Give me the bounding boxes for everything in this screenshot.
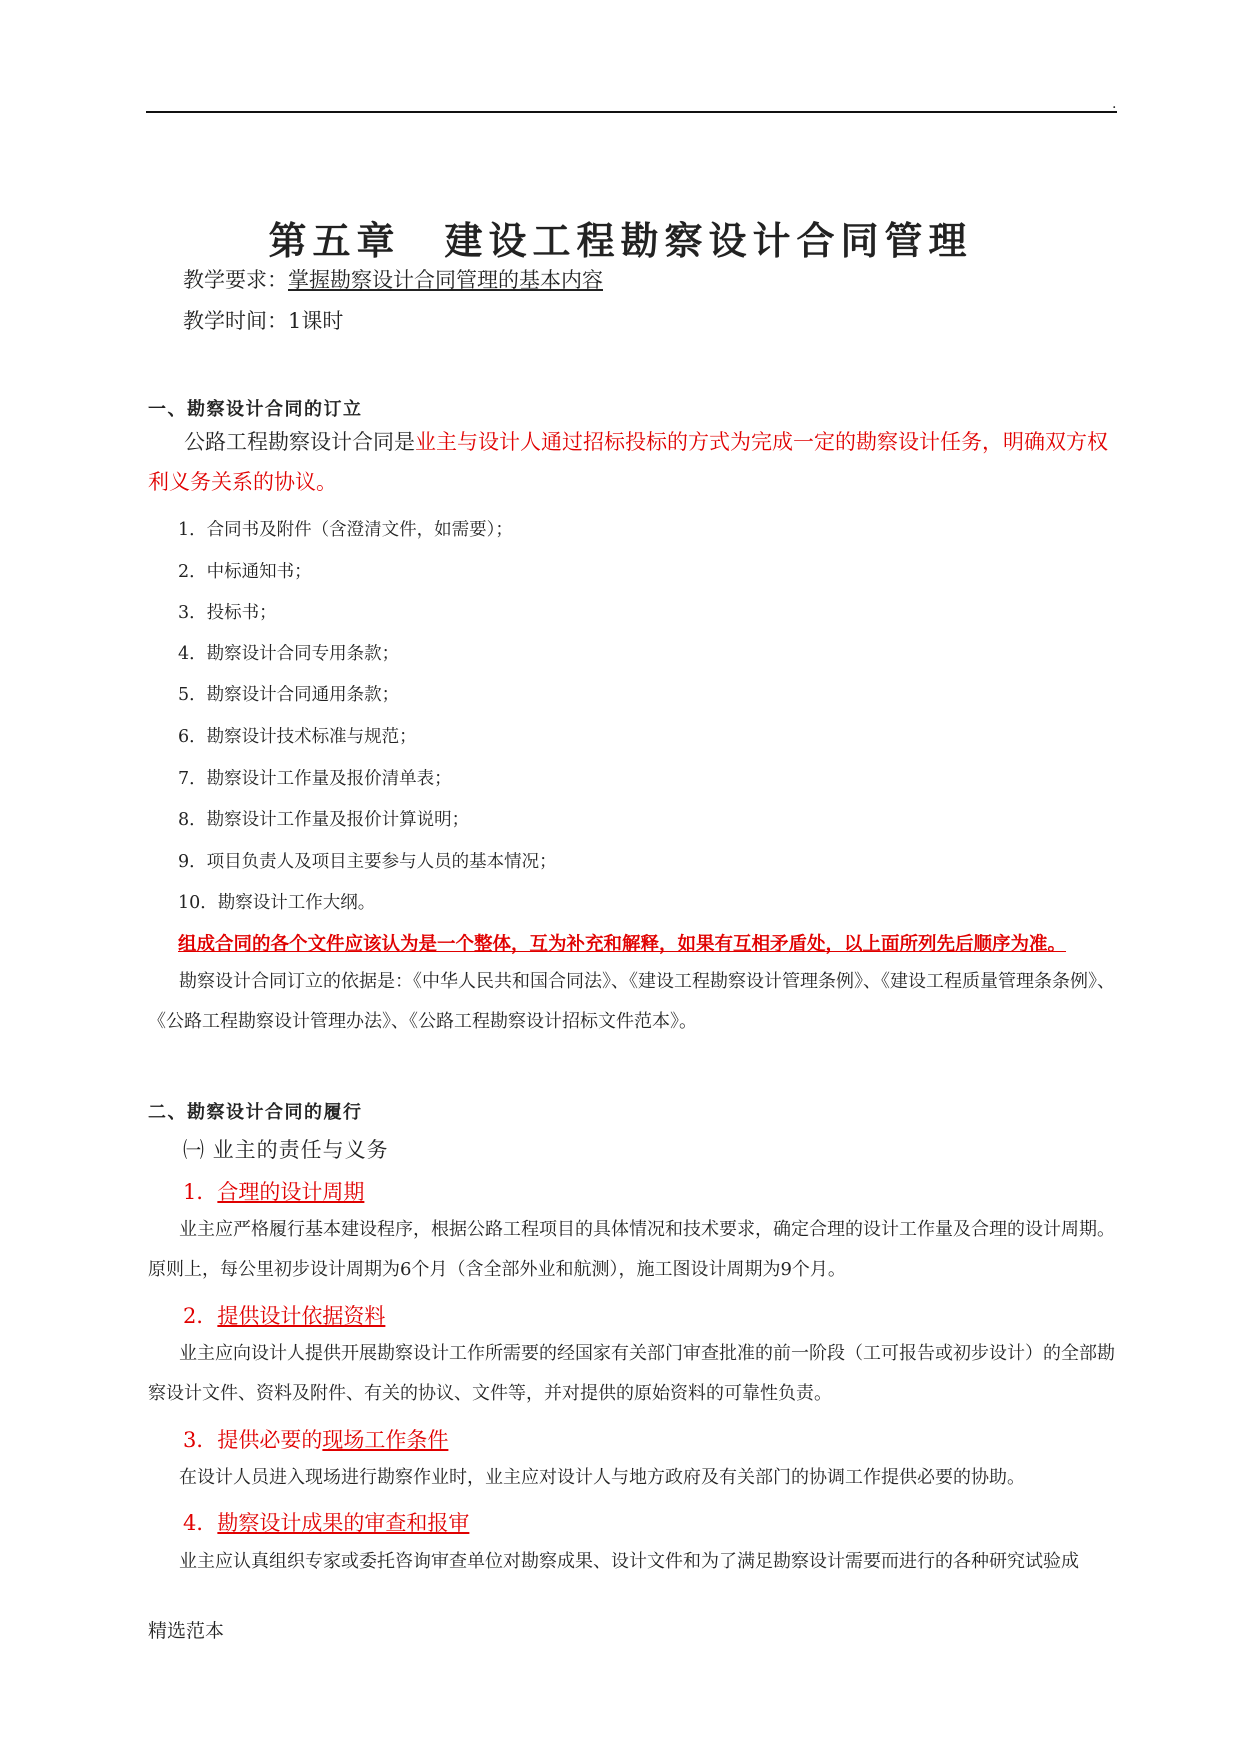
definition-lead: 公路工程勘察设计合同是	[184, 430, 415, 454]
duty-heading-3: 3．提供必要的现场工作条件	[183, 1428, 449, 1452]
teaching-time	[183, 305, 343, 335]
list-item: 6．勘察设计技术标准与规范；	[178, 727, 417, 747]
list-item: 4．勘察设计合同专用条款；	[178, 644, 400, 664]
list-item: 1．合同书及附件（含澄清文件，如需要）；	[178, 520, 513, 540]
teaching-requirement-value: 掌握勘察设计合同管理的基本内容	[288, 268, 603, 292]
duty-heading-1: 1．合理的设计周期	[183, 1180, 365, 1204]
header-dot: .	[1112, 96, 1117, 112]
list-item: 5．勘察设计合同通用条款；	[178, 685, 400, 705]
teaching-time-label: 教学时间：	[183, 309, 288, 333]
header-rule	[146, 111, 1117, 113]
contract-basis: 勘察设计合同订立的依据是：《中华人民共和国合同法》、《建设工程勘察设计管理条例》、《建设工程质量管理条条例》、《公路工程勘察设计管理办法》、《公路工程勘察设计招标文件范本》。	[148, 971, 1115, 1032]
chapter-name: 建设工程勘察设计合同管理	[444, 218, 973, 263]
teaching-time-value: 1课时	[288, 309, 344, 333]
precedence-note: 组成合同的各个文件应该认为是一个整体，互为补充和解释，如果有互相矛盾处，以上面所列先后顺序为准。	[178, 934, 1067, 955]
duty-text-3: 在设计人员进入现场进行勘察作业时，业主应对设计人与地方政府及有关部门的协调工作提供必要的协助。	[179, 1467, 1025, 1488]
list-item: 3．投标书；	[178, 603, 277, 623]
teaching-requirement-label: 教学要求：	[183, 268, 288, 292]
list-item: 10．勘察设计工作大纲。	[178, 893, 376, 913]
chapter-number: 第五章	[268, 218, 401, 263]
section2-subheading: ㈠ 业主的责任与义务	[183, 1138, 389, 1162]
contract-definition	[148, 422, 1118, 502]
duty-heading-2: 2．提供设计依据资料	[183, 1304, 386, 1328]
list-item: 2．中标通知书；	[178, 562, 312, 582]
definition-highlight: 业主与设计人通过招标投标的方式为完成一定的勘察设计任务，明确双方权利义务关系的协议。	[148, 430, 1108, 494]
list-item: 7．勘察设计工作量及报价清单表；	[178, 769, 452, 789]
duty-text-2: 业主应向设计人提供开展勘察设计工作所需要的经国家有关部门审查批准的前一阶段（工可报告或初步设计）的全部勘察设计文件、资料及附件、有关的协议、文件等，并对提供的原始资料的可靠性负责。	[148, 1343, 1115, 1404]
duty-heading-4: 4．勘察设计成果的审查和报审	[183, 1511, 470, 1535]
footer-label: 精选范本	[148, 1620, 225, 1642]
section2-heading: 二、勘察设计合同的履行	[148, 1102, 363, 1123]
duty-text-1: 业主应严格履行基本建设程序，根据公路工程项目的具体情况和技术要求，确定合理的设计工作量及合理的设计周期。原则上，每公里初步设计周期为6个月（含全部外业和航测），施工图设计周期为9个月。	[148, 1219, 1115, 1280]
duty-text-4: 业主应认真组织专家或委托咨询审查单位对勘察成果、设计文件和为了满足勘察设计需要而进行的各种研究试验成	[179, 1551, 1079, 1572]
section1-heading: 一、勘察设计合同的订立	[148, 399, 363, 420]
chapter-title	[0, 210, 1241, 265]
teaching-requirement	[183, 264, 603, 294]
list-item: 8．勘察设计工作量及报价计算说明；	[178, 810, 470, 830]
list-item: 9．项目负责人及项目主要参与人员的基本情况；	[178, 852, 557, 872]
